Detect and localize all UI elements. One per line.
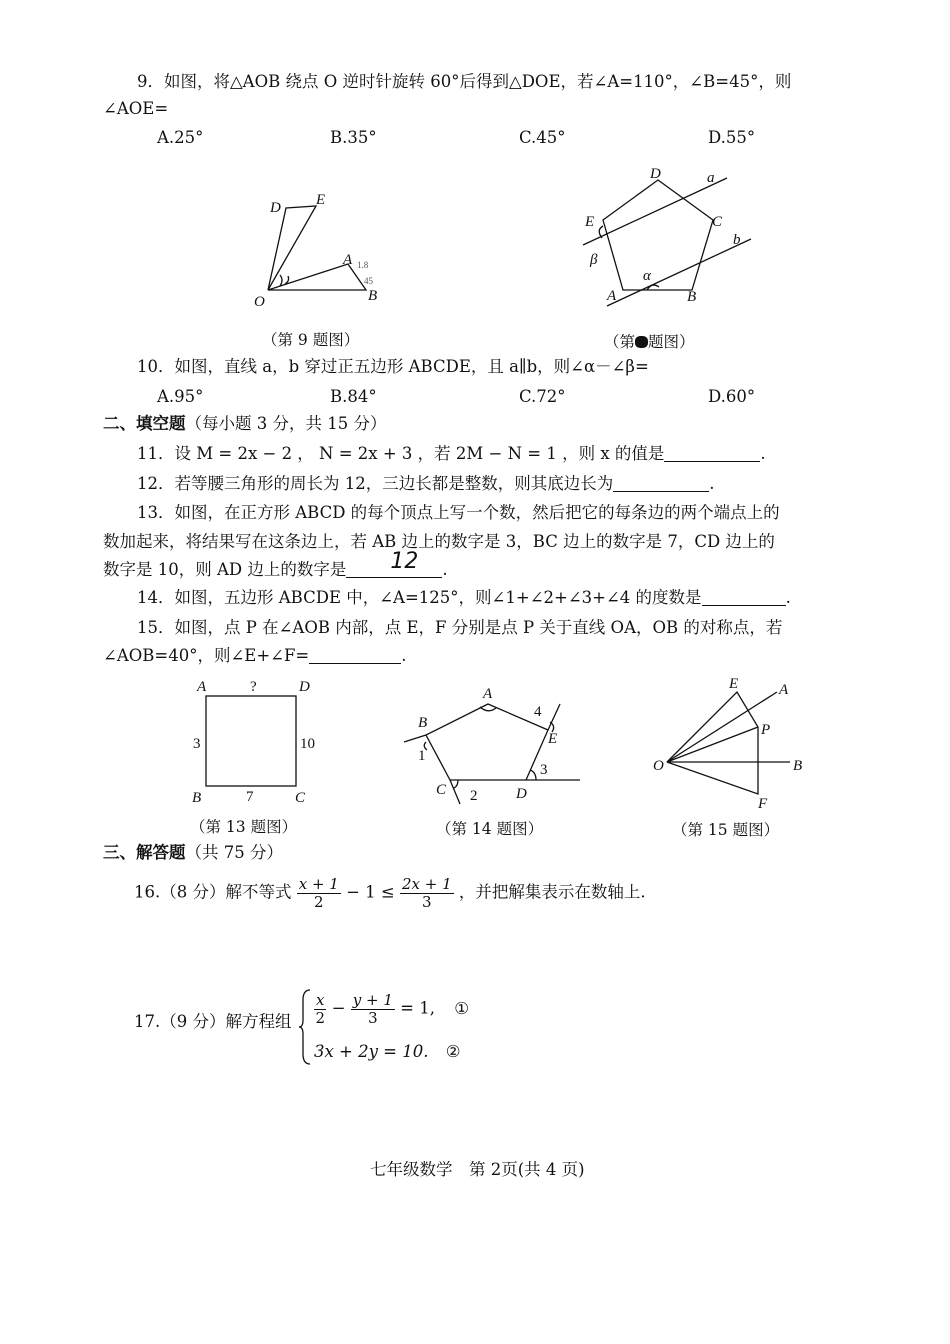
page-footer: 七年级数学 第 2页(共 4 页) [370, 1160, 585, 1179]
q14-angle-4: 4 [534, 704, 542, 720]
q14-label-a: A [483, 686, 493, 702]
q14-pentagon [426, 704, 548, 780]
q17-eq1-b-num: y + 1 [352, 991, 393, 1009]
q16-frac2-num: 2x + 1 [401, 875, 452, 893]
q10-label-alpha: α [643, 268, 651, 284]
q13-edge-ad-label: ? [250, 679, 257, 695]
section2-title: 二、填空题 [103, 414, 186, 433]
q17-prefix: 17.（9 分）解方程组 [134, 1012, 292, 1031]
q9-option-b: B.35° [330, 128, 377, 147]
q10-option-b: B.84° [330, 387, 377, 406]
q15-label-p: P [761, 722, 771, 738]
q12-text: 12．若等腰三角形的周长为 12，三边长都是整数，则其底边长为 [137, 474, 614, 493]
q10-label-line-b: b [733, 232, 741, 248]
q13-label-a: A [197, 679, 207, 695]
q17-eq2-text: 3x + 2y = 10. [314, 1042, 429, 1061]
section2-heading [103, 414, 386, 434]
q9-label-a: A [343, 252, 353, 268]
q15-line1: 15．如图，点 P 在∠AOB 内部，点 E，F 分别是点 P 关于直线 OA，OB 的对称点，若 [137, 618, 783, 637]
q9-caption: （第 9 题图） [262, 331, 360, 349]
q10-pentagon [603, 180, 713, 290]
q17-eq1-minus: − [331, 998, 346, 1018]
q9-option-c: C.45° [519, 128, 566, 147]
q16-prefix: 16.（8 分）解不等式 [134, 882, 292, 902]
q10-caption-right: 题图） [648, 333, 695, 351]
q11 [137, 444, 766, 464]
q12-end: . [709, 474, 715, 493]
q17-eq1-frac-a [314, 992, 326, 1026]
q16 [134, 876, 646, 910]
q15-line2 [103, 646, 407, 666]
q10-label-a: A [607, 288, 617, 304]
q9-stem-line1: 9．如图，将△AOB 绕点 O 逆时针旋转 60°后得到△DOE，若∠A=110°，∠B=45°，则 [137, 72, 792, 91]
q16-frac1-num: x + 1 [298, 875, 339, 893]
q10-line-b [607, 239, 751, 306]
q17-eq1-b-den: 3 [368, 1008, 378, 1027]
q13-figure [180, 672, 330, 812]
q14-label-b: B [418, 715, 428, 731]
q13-label-b: B [192, 790, 202, 806]
q13-edge-bc-label: 7 [246, 789, 254, 805]
q9-handwritten-note-2: 45 [364, 276, 373, 286]
q12 [137, 474, 715, 494]
q14-angle-3: 3 [540, 762, 548, 778]
q17-system [298, 988, 498, 1068]
q17-eq1-mark: ① [454, 998, 470, 1018]
section3-heading [103, 843, 283, 863]
q13-edge-cd-label: 10 [300, 736, 315, 752]
q9-option-a: A.25° [157, 128, 204, 147]
q10-label-b: B [687, 289, 697, 305]
q17-eq2-mark: ② [445, 1042, 461, 1061]
q14-answer-blank[interactable] [702, 589, 786, 606]
q13-square [206, 696, 296, 786]
q16-frac2-den: 3 [422, 892, 432, 911]
q9-label-d: D [270, 200, 281, 216]
q15-label-f: F [758, 796, 768, 812]
q17-eq1-a-num: x [316, 991, 325, 1009]
q13-answer-blank[interactable] [346, 549, 442, 578]
q13-end: . [442, 560, 448, 579]
q15-label-e: E [729, 676, 739, 692]
q10-label-e: E [585, 214, 595, 230]
q10-option-a: A.95° [157, 387, 204, 406]
q9-option-d: D.55° [708, 128, 756, 147]
q10-label-c: C [712, 214, 723, 230]
q9-label-b: B [368, 288, 378, 304]
q15-end: . [401, 646, 407, 665]
q14-figure [400, 680, 600, 810]
q15-line2-text: ∠AOB=40°，则∠E+∠F= [103, 646, 310, 665]
q13-caption: （第 13 题图） [190, 818, 298, 836]
q14 [137, 588, 791, 608]
q16-fraction-1 [297, 876, 341, 910]
q15-label-a: A [779, 682, 789, 698]
q15-figure [645, 672, 835, 817]
q11-end: . [760, 444, 766, 463]
q16-fraction-2 [400, 876, 454, 910]
q14-text: 14．如图，五边形 ABCDE 中，∠A=125°，则∠1+∠2+∠3+∠4 的度数是 [137, 588, 702, 607]
q9-handwritten-note-1: 1.8 [357, 260, 369, 270]
q13-label-d: D [299, 679, 310, 695]
section3-note: （共 75 分） [185, 843, 283, 862]
q11-text: 11．设 M = 2x − 2 ， N = 2x + 3 ，若 2M − N = 1 ，则 x 的值是 [137, 444, 665, 463]
q16-suffix: ，并把解集表示在数轴上. [458, 882, 646, 902]
ink-blot [635, 336, 648, 348]
q15-answer-blank[interactable] [309, 647, 401, 664]
section3-title: 三、解答题 [103, 843, 186, 862]
q13-line1: 13．如图，在正方形 ABCD 的每个顶点上写一个数，然后把它的每条边的两个端点上的 [137, 503, 780, 522]
q14-caption: （第 14 题图） [436, 820, 544, 838]
q15-label-o: O [653, 758, 664, 774]
q15-label-b: B [793, 758, 803, 774]
q10-caption [604, 330, 695, 352]
q17-brace [298, 988, 312, 1066]
q9-figure [240, 180, 410, 320]
q13-handwritten-answer: 12 [390, 549, 419, 574]
q10-option-d: D.60° [708, 387, 756, 406]
q9-label-e: E [316, 192, 326, 208]
q17-eq1 [314, 992, 469, 1026]
q12-answer-blank[interactable] [613, 475, 709, 492]
q14-angle-2: 2 [470, 788, 478, 804]
q11-answer-blank[interactable] [664, 445, 760, 462]
q16-middle: − 1 ≤ [346, 882, 395, 902]
q13-label-c: C [295, 790, 306, 806]
q17-eq2 [314, 1042, 461, 1062]
q17-eq1-rhs: = 1, [400, 998, 435, 1018]
q13-line2: 数加起来，将结果写在这条边上，若 AB 边上的数字是 3，BC 边上的数字是 7，CD 边上的 [103, 532, 775, 551]
q10-label-line-a: a [707, 170, 715, 186]
q10-caption-left: （第 [604, 333, 636, 351]
q10-label-beta: β [590, 252, 598, 268]
q10-stem: 10．如图，直线 a，b 穿过正五边形 ABCDE，且 a∥b，则∠α－∠β= [137, 357, 649, 376]
q14-label-e: E [548, 731, 558, 747]
q16-frac1-den: 2 [314, 892, 324, 911]
q17-eq1-a-den: 2 [315, 1008, 325, 1027]
q14-label-d: D [516, 786, 527, 802]
q17-eq1-frac-b [351, 992, 395, 1026]
q13-line3 [103, 549, 448, 580]
q14-angle-1: 1 [418, 748, 426, 764]
q9-stem-line2: ∠AOE= [103, 99, 169, 118]
q14-end: . [785, 588, 791, 607]
q14-label-c: C [436, 782, 447, 798]
section2-note: （每小题 3 分，共 15 分） [185, 414, 387, 433]
q13-line3-text: 数字是 10，则 AD 边上的数字是 [103, 560, 347, 579]
q10-line-a [583, 178, 727, 245]
q10-figure [575, 160, 765, 310]
q15-caption: （第 15 题图） [672, 821, 780, 839]
q10-label-d: D [650, 166, 661, 182]
q9-label-o: O [254, 294, 265, 310]
q13-edge-ab-label: 3 [193, 736, 201, 752]
q10-option-c: C.72° [519, 387, 566, 406]
